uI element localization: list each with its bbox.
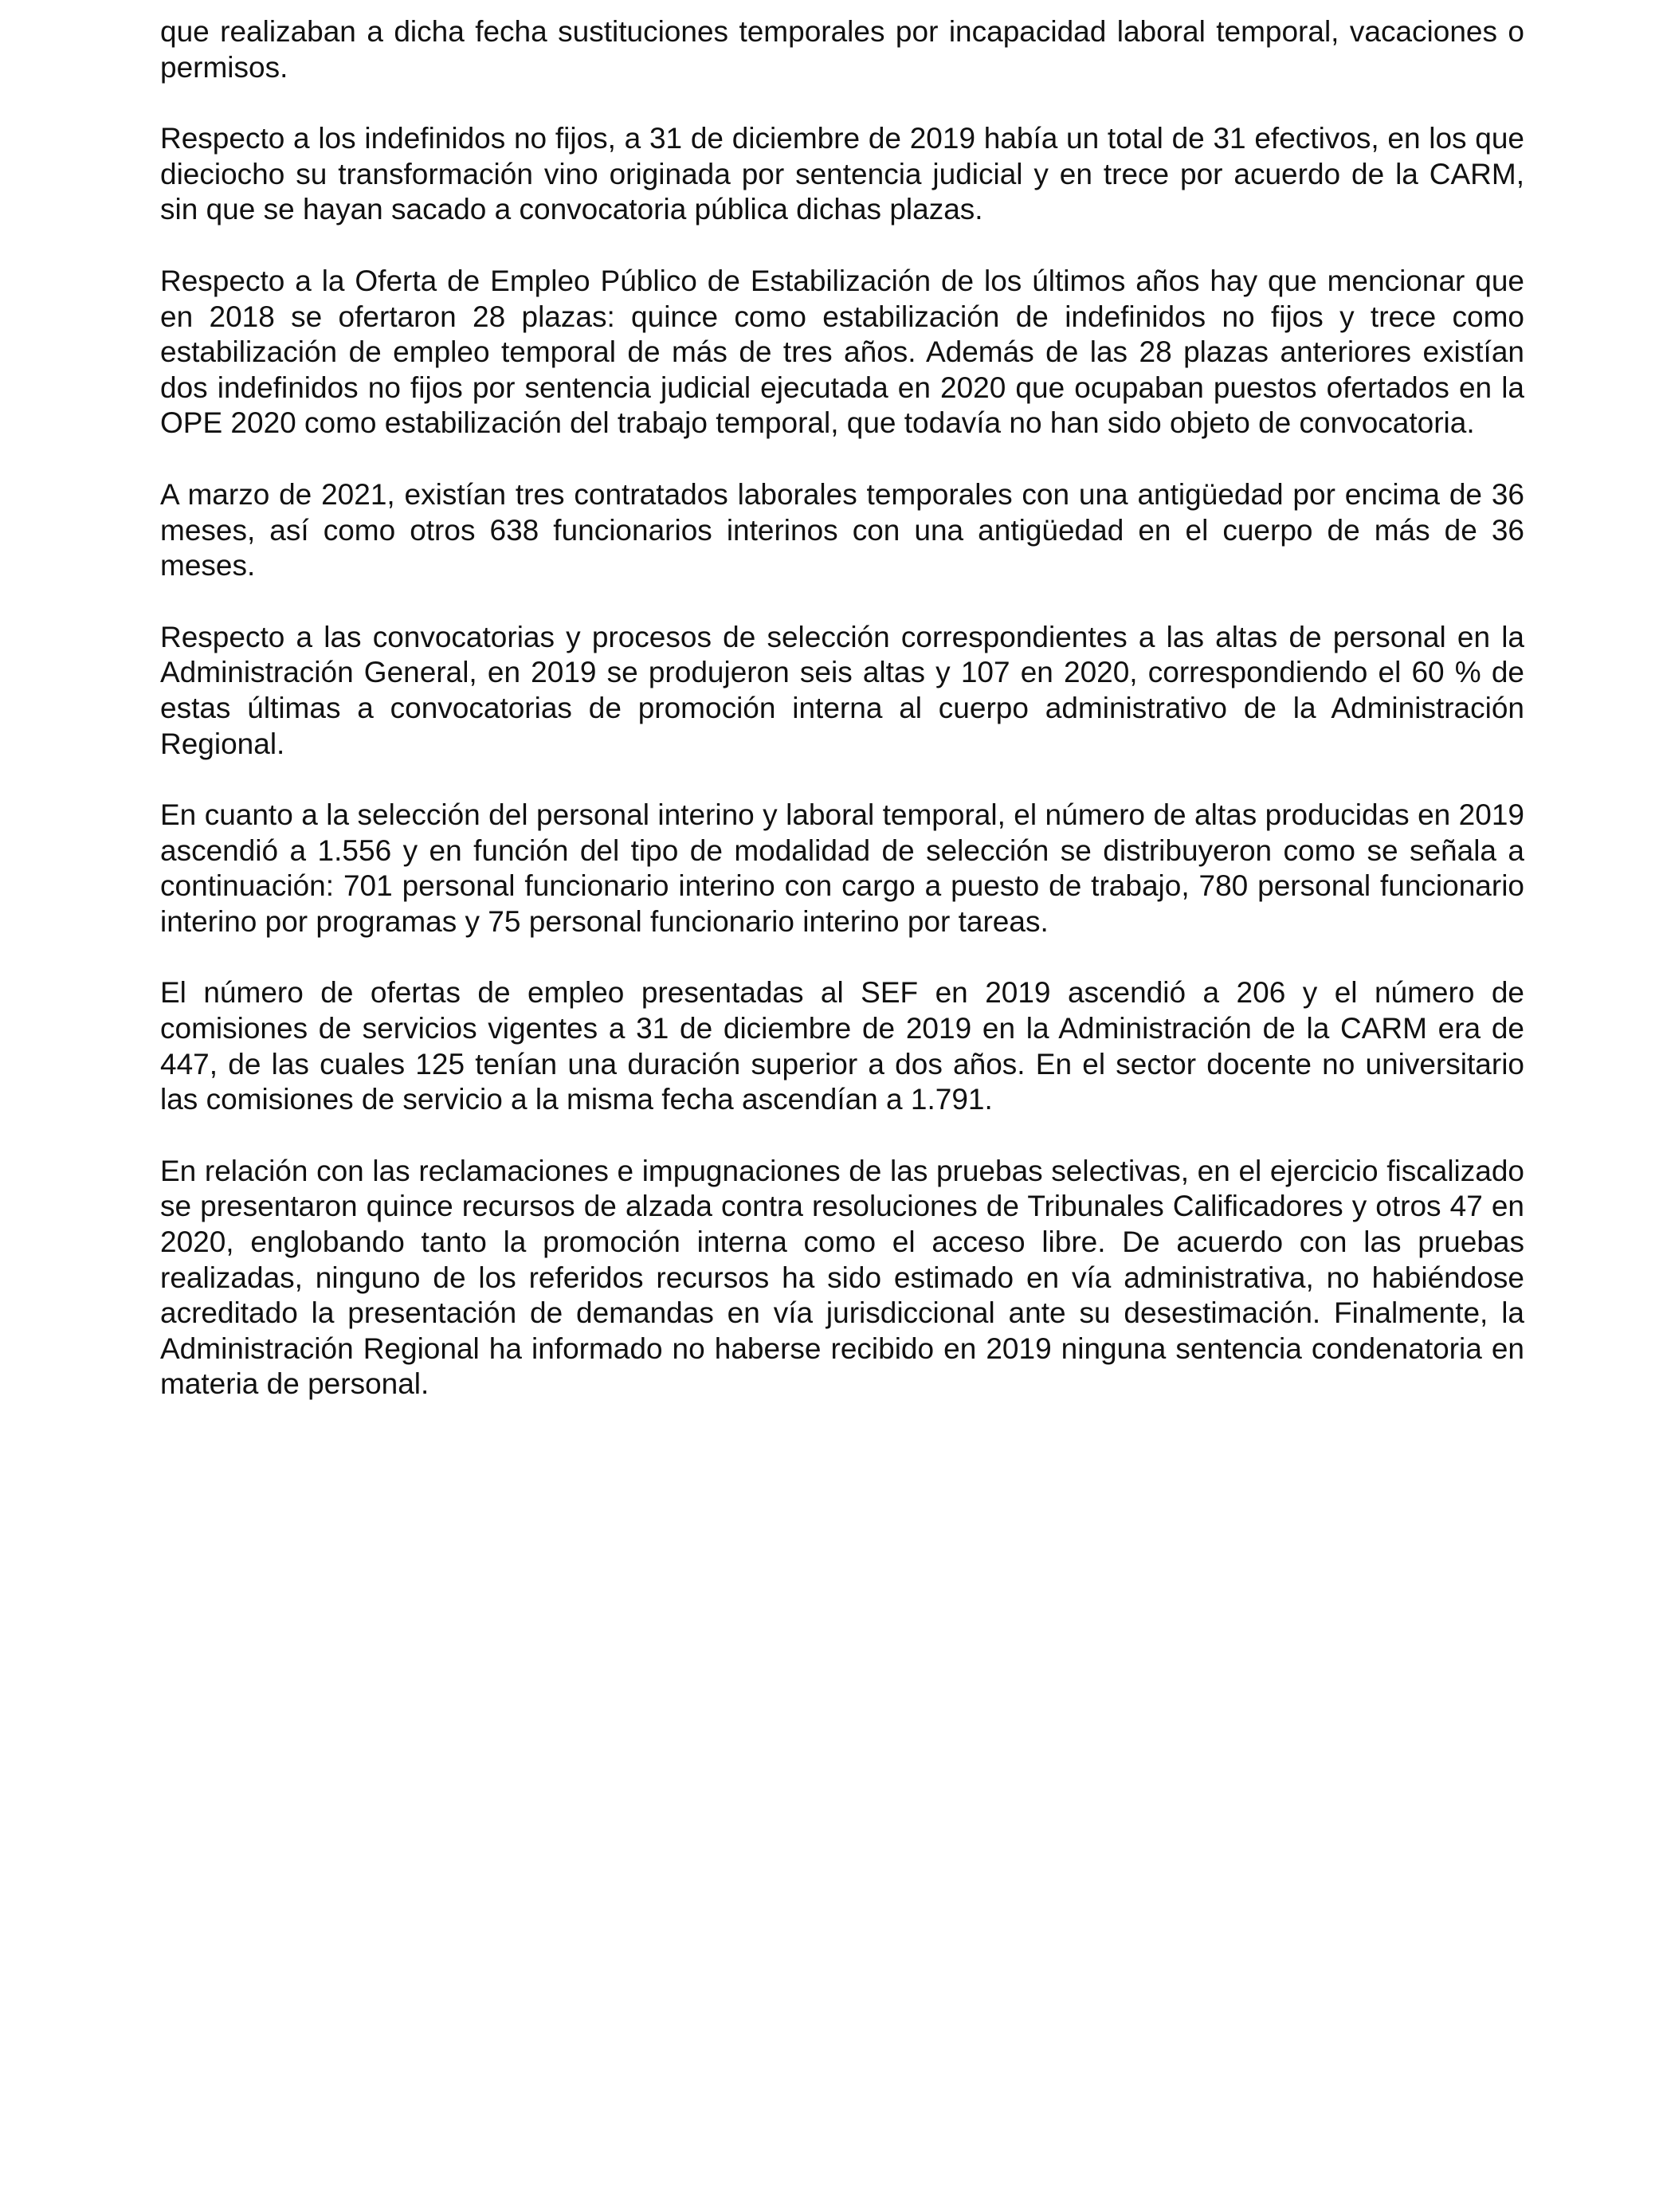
paragraph-oferta-estabilizacion: Respecto a la Oferta de Empleo Público de Estabilización de los últimos años hay que mencionar que en 2018 se ofertaron 28 plazas: quince como estabilización de indefinidos no fijos y trece como estabilización de empleo temporal de más de tres años. Además de las 28 plazas anteriores existían dos indefinidos no fijos por sentencia judicial ejecutada en 2020 que ocupaban puestos ofertados en la OPE 2020 como estabilización del trabajo temporal, que todavía no han sido objeto de convocatoria. xyxy=(160,264,1524,440)
paragraph-ofertas-sef: El número de ofertas de empleo presentadas al SEF en 2019 ascendió a 206 y el número de comisiones de servicios vigentes a 31 de diciembre de 2019 en la Administración de la CARM era de 447, de las cuales 125 tenían una duración superior a dos años. En el sector docente no universitario las comisiones de servicio a la misma fecha ascendían a 1.791. xyxy=(160,976,1524,1116)
document-body xyxy=(160,14,1524,1438)
paragraph-antiguedad: A marzo de 2021, existían tres contratados laborales temporales con una antigüedad por encima de 36 meses, así como otros 638 funcionarios interinos con una antigüedad en el cuerpo de más de 36 meses. xyxy=(160,477,1524,582)
paragraph-sustituciones: que realizaban a dicha fecha sustituciones temporales por incapacidad laboral temporal, vacaciones o permisos. xyxy=(160,15,1524,84)
paragraph-convocatorias: Respecto a las convocatorias y procesos de selección correspondientes a las altas de personal en la Administración General, en 2019 se produjeron seis altas y 107 en 2020, correspondiendo el 60 % de estas últimas a convocatorias de promoción interna al cuerpo administrativo de la Administración Regional. xyxy=(160,620,1524,760)
paragraph-indefinidos-no-fijos: Respecto a los indefinidos no fijos, a 31 de diciembre de 2019 había un total de 31 efectivos, en los que dieciocho su transformación vino originada por sentencia judicial y en trece por acuerdo de la CARM, sin que se hayan sacado a convocatoria pública dichas plazas. xyxy=(160,122,1524,226)
paragraph-personal-interino: En cuanto a la selección del personal interino y laboral temporal, el número de altas producidas en 2019 ascendió a 1.556 y en función del tipo de modalidad de selección se distribuyeron como se señala a continuación: 701 personal funcionario interino con cargo a puesto de trabajo, 780 personal funcionario interino por programas y 75 personal funcionario interino por tareas. xyxy=(160,798,1524,938)
paragraph-reclamaciones: En relación con las reclamaciones e impugnaciones de las pruebas selectivas, en el ejercicio fiscalizado se presentaron quince recursos de alzada contra resoluciones de Tribunales Calificadores y otros 47 en 2020, englobando tanto la promoción interna como el acceso libre. De acuerdo con las pruebas realizadas, ninguno de los referidos recursos ha sido estimado en vía administrativa, no habiéndose acreditado la presentación de demandas en vía jurisdiccional ante su desestimación. Finalmente, la Administración Regional ha informado no haberse recibido en 2019 ninguna sentencia condenatoria en materia de personal. xyxy=(160,1154,1524,1401)
